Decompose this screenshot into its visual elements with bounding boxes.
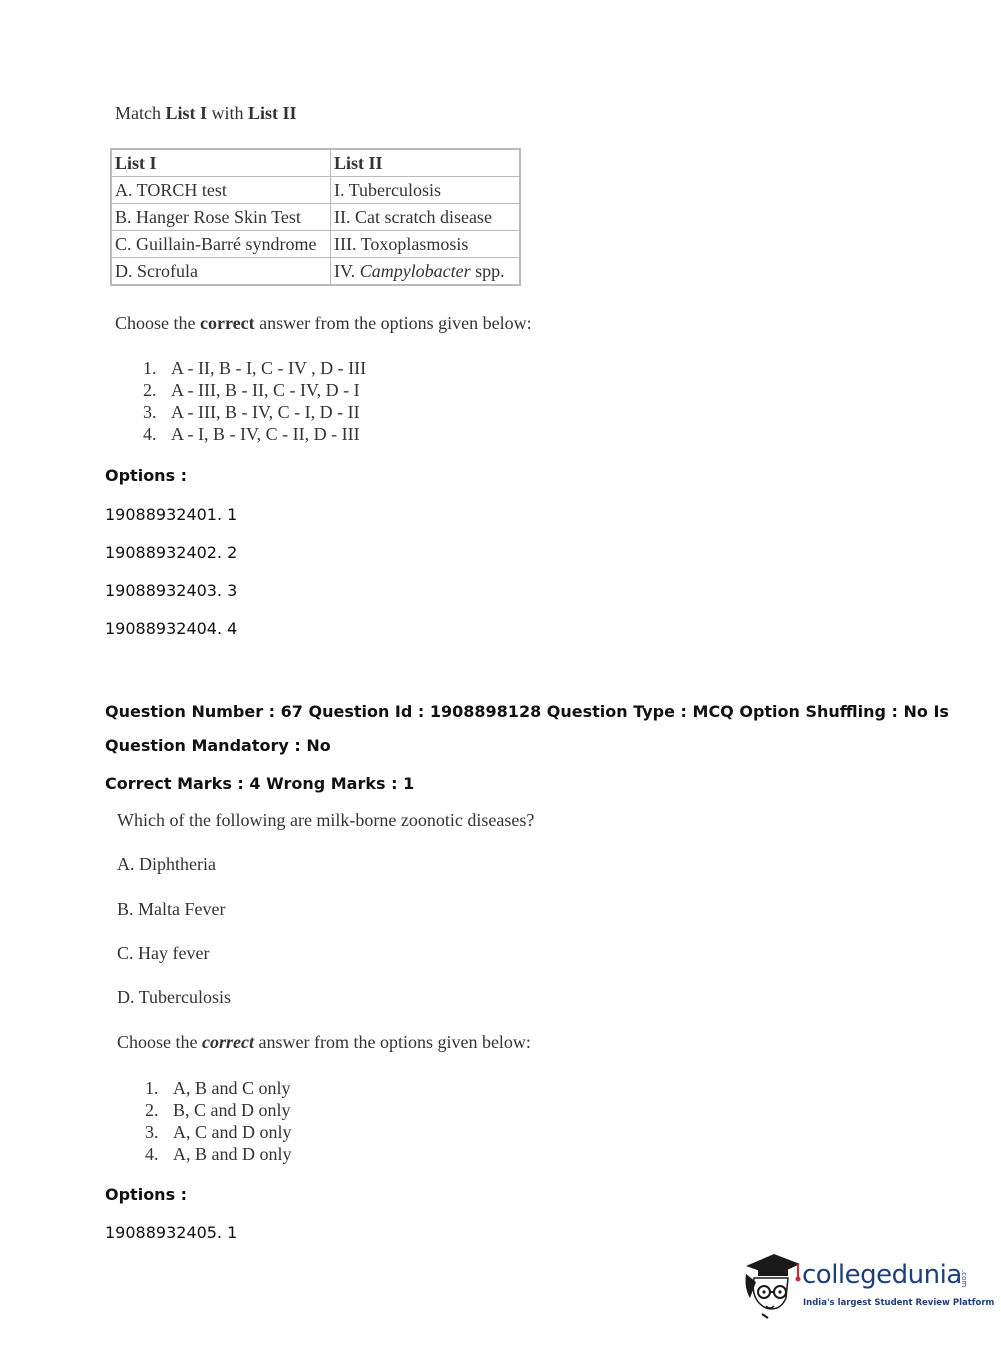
q1-choose-instruction: Choose the correct answer from the options given below: bbox=[115, 313, 532, 333]
q2-choose-instruction: Choose the correct answer from the options given below: bbox=[117, 1032, 531, 1052]
list2-cell: IV. Campylobacter spp. bbox=[331, 258, 521, 286]
option-item: 19088932402. 2 bbox=[105, 543, 238, 562]
match-table bbox=[110, 148, 521, 286]
table-row bbox=[111, 258, 520, 286]
q2-item: B. Malta Fever bbox=[117, 899, 226, 919]
option-item: 19088932404. 4 bbox=[105, 619, 238, 638]
list-item: 1. A - II, B - I, C - IV , D - III bbox=[143, 358, 367, 378]
q1-choice-list bbox=[143, 357, 366, 445]
list2-cell: II. Cat scratch disease bbox=[331, 204, 521, 231]
q2-marks: Correct Marks : 4 Wrong Marks : 1 bbox=[105, 774, 415, 793]
list1-cell: D. Scrofula bbox=[111, 258, 331, 286]
q2-meta-line-2: Question Mandatory : No bbox=[105, 736, 331, 755]
list-item: 3. A, C and D only bbox=[145, 1122, 292, 1142]
q1-intro: Match List I with List II bbox=[115, 103, 297, 123]
logo-com: .com bbox=[960, 1270, 968, 1288]
header-list-1: List I bbox=[111, 149, 331, 177]
list-item: 4. A - I, B - IV, C - II, D - III bbox=[143, 424, 360, 444]
list1-cell: A. TORCH test bbox=[111, 177, 331, 204]
option-item: 19088932403. 3 bbox=[105, 581, 238, 600]
header-list-2: List II bbox=[331, 149, 521, 177]
option-item: 19088932405. 1 bbox=[105, 1223, 238, 1242]
list-item: 3. A - III, B - IV, C - I, D - II bbox=[143, 402, 360, 422]
list1-cell: C. Guillain-Barré syndrome bbox=[111, 231, 331, 258]
q2-item: D. Tuberculosis bbox=[117, 987, 232, 1007]
list-item: 4. A, B and D only bbox=[145, 1144, 292, 1164]
table-row bbox=[111, 177, 520, 204]
list2-cell: I. Tuberculosis bbox=[331, 177, 521, 204]
q2-options-label: Options : bbox=[105, 1185, 188, 1204]
q2-meta-line-1: Question Number : 67 Question Id : 1908898128 Question Type : MCQ Option Shuffling : No Is bbox=[105, 702, 949, 721]
mascot-icon bbox=[740, 1248, 804, 1320]
q2-item: A. Diphtheria bbox=[117, 854, 216, 874]
q2-item: C. Hay fever bbox=[117, 943, 210, 963]
q2-question: Which of the following are milk-borne zoonotic diseases? bbox=[117, 810, 535, 830]
logo-tagline: India's largest Student Review Platform bbox=[803, 1298, 995, 1308]
q1-options-label: Options : bbox=[105, 466, 188, 485]
list-item: 2. B, C and D only bbox=[145, 1100, 291, 1120]
table-row bbox=[111, 204, 520, 231]
table-header-row bbox=[111, 149, 520, 177]
q2-choice-list bbox=[145, 1077, 292, 1165]
collegedunia-logo bbox=[740, 1248, 995, 1320]
option-item: 19088932401. 1 bbox=[105, 505, 238, 524]
logo-name: collegedunia bbox=[802, 1260, 962, 1290]
table-row bbox=[111, 231, 520, 258]
list1-cell: B. Hanger Rose Skin Test bbox=[111, 204, 331, 231]
list-item: 2. A - III, B - II, C - IV, D - I bbox=[143, 380, 360, 400]
list2-cell: III. Toxoplasmosis bbox=[331, 231, 521, 258]
list-item: 1. A, B and C only bbox=[145, 1078, 291, 1098]
